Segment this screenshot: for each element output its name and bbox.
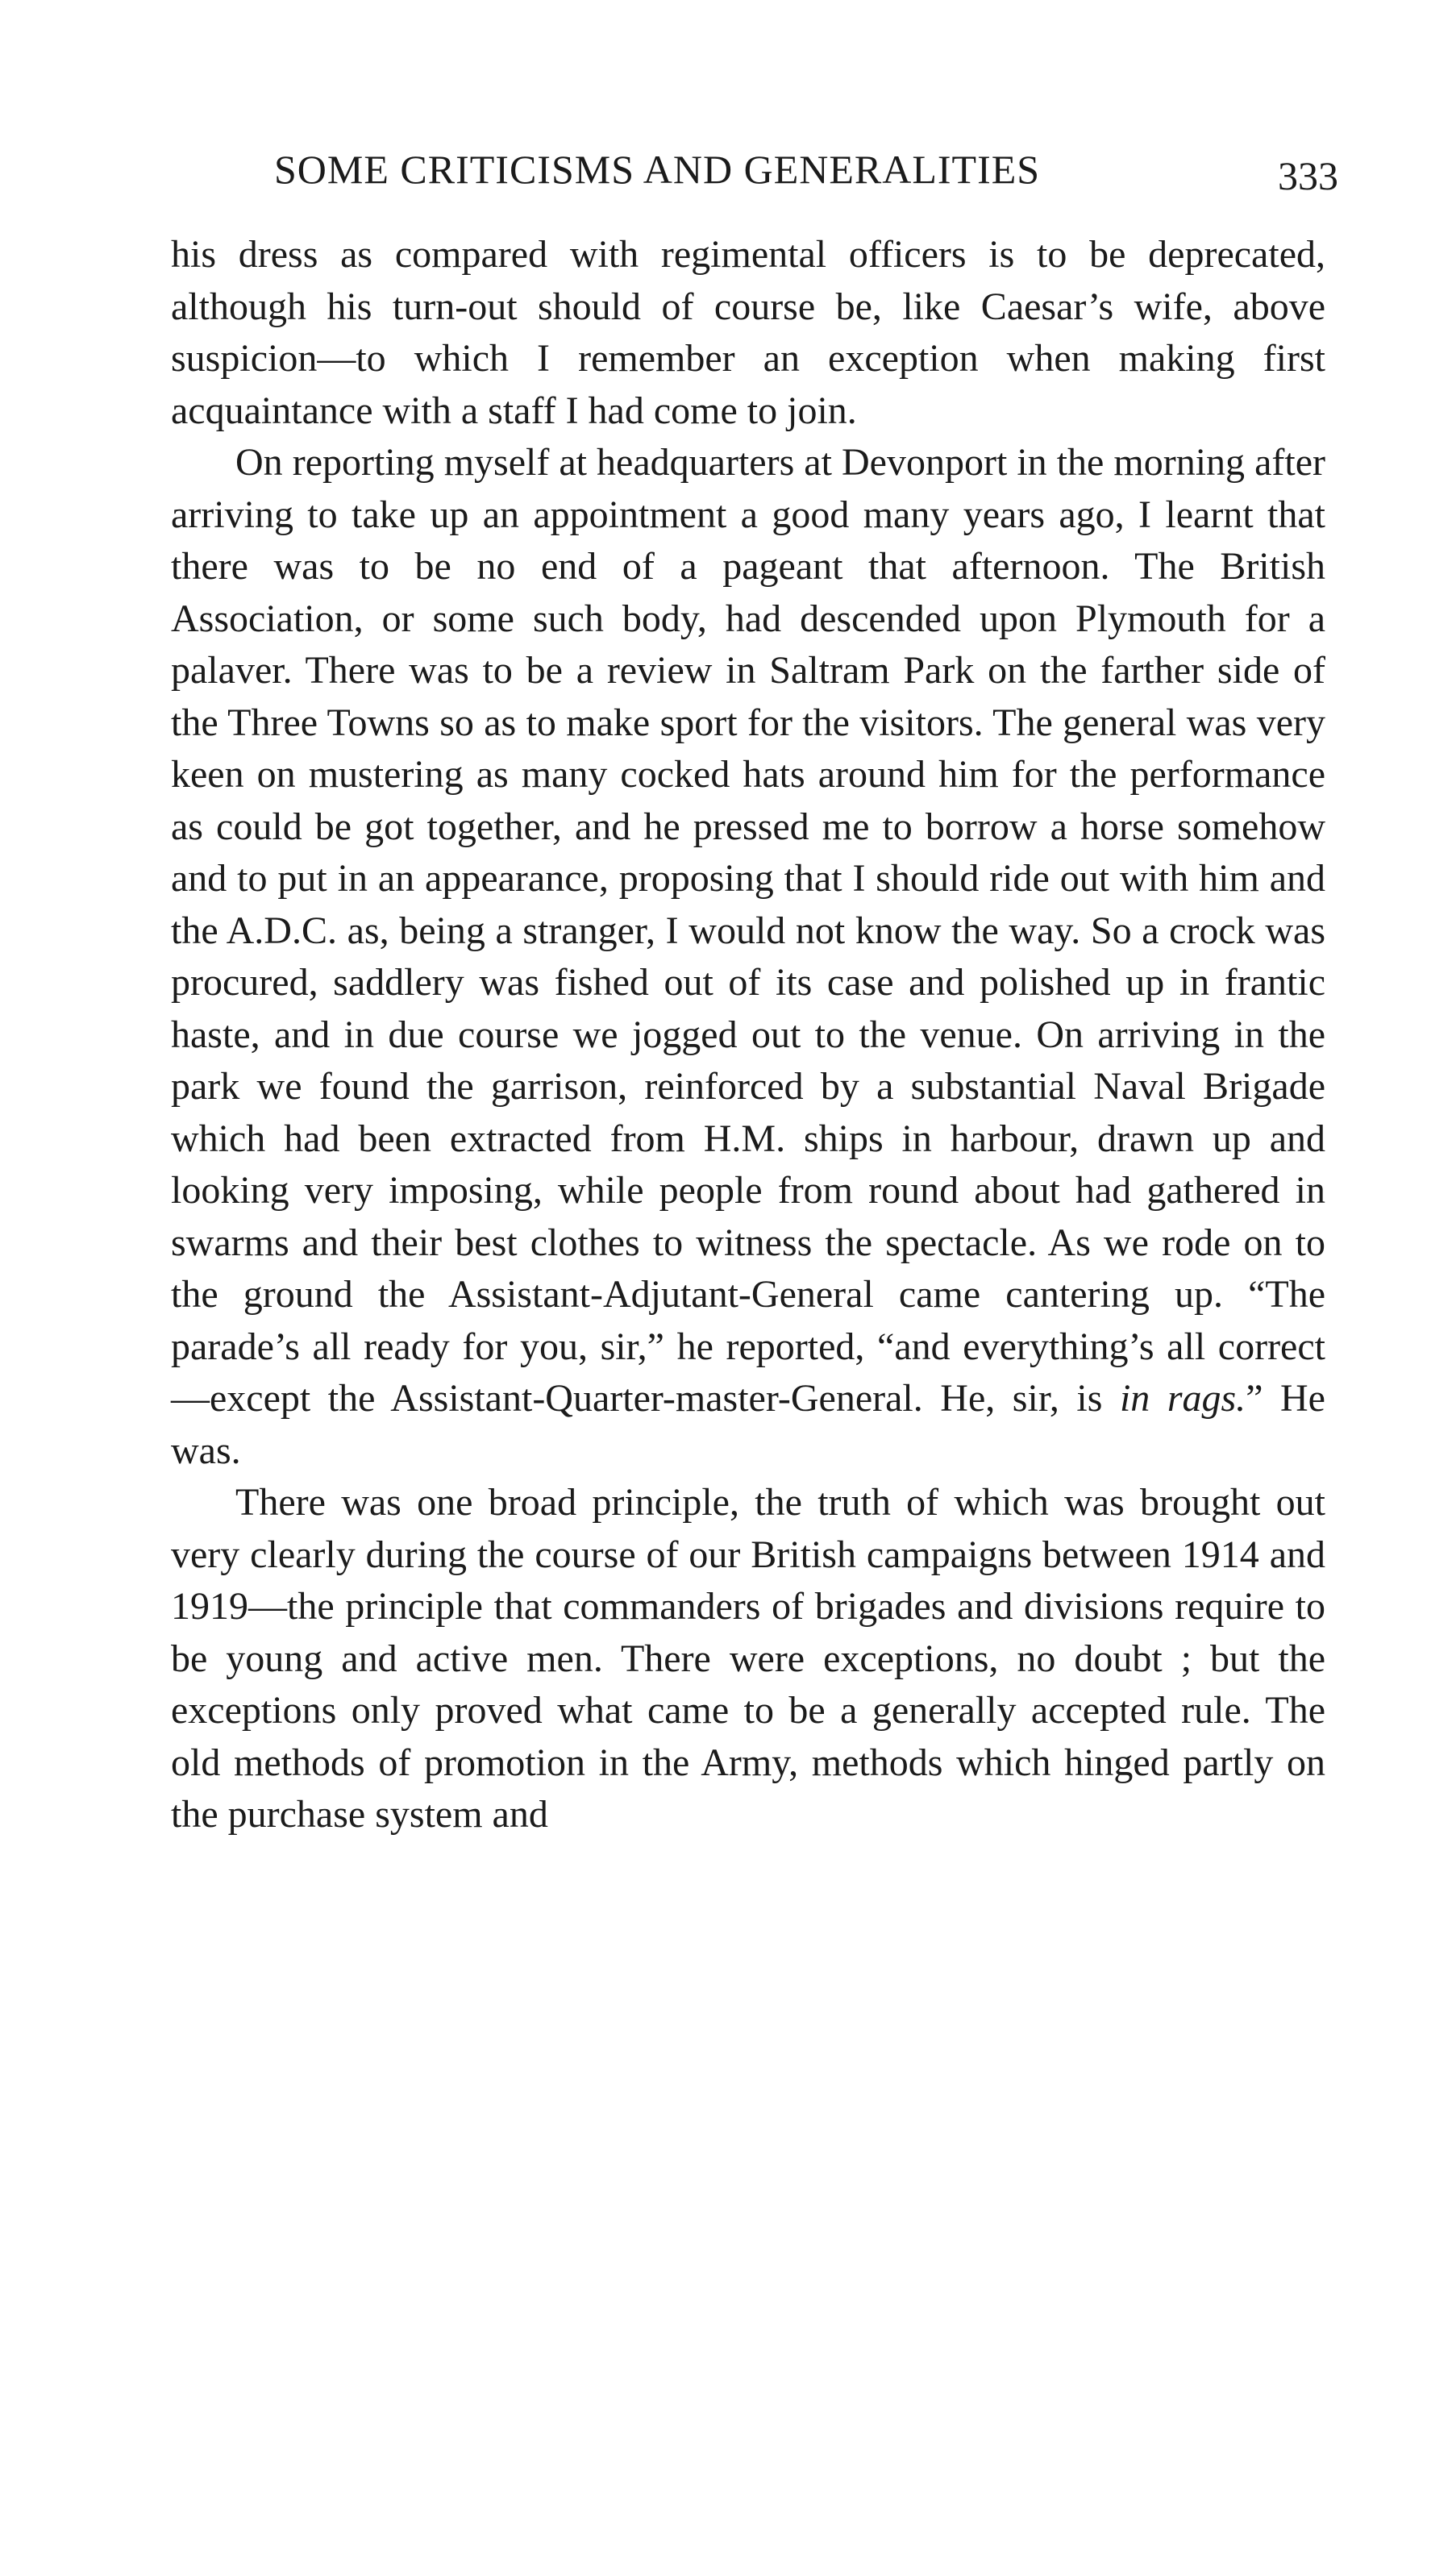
italic-phrase: in rags.	[1119, 1377, 1246, 1420]
chapter-title: SOME CRITICISMS AND GENERALITIES	[274, 147, 1041, 192]
paragraph-continued: his dress as compared with regimental officers is to be deprecated, although his turn-out should of course be, like Caesar’s wife, above suspicion—to which I remember an exception when making first acquaintance with a staff I had come to join.	[171, 233, 1325, 432]
running-head	[274, 145, 1338, 210]
paragraph-devonport-review	[171, 437, 1325, 1477]
body-text	[171, 229, 1325, 1841]
paragraph-text-end: ” He was.	[171, 1377, 1325, 1472]
page-number: 333	[1278, 153, 1338, 198]
paragraph-text: On reporting myself at headquarters at Devonport in the morning after arriving to take up an appointment a good many years ago, I learnt that there was to be no end of a pageant that afternoon. The British Association, or some such body, had descended upon Plymouth for a palaver. There was to be a review in Saltram Park on the farther side of the Three Towns so as to make sport for the visitors. The general was very keen on mustering as many cocked hats around him for the performance as could be got together, and he pressed me to borrow a horse somehow and to put in an appearance, proposing that I should ride out with him and the A.D.C. as, being a stranger, I would not know the way. So a crock was procured, saddlery was fished out of its case and polished up in frantic haste, and in due course we jogged out to the venue. On arriving in the park we found the garrison, reinforced by a substantial Naval Brigade which had been extracted from H.M. ships in harbour, drawn up and looking very imposing, while people from round about had gathered in swarms and their best clothes to witness the spectacle. As we rode on to the ground the Assistant-Adjutant-General came cantering up. “The parade’s all ready for you, sir,” he reported, “and everything’s all correct—except the Assistant-Quarter-master-General. He, sir, is	[171, 441, 1325, 1420]
paragraph-broad-principle: There was one broad principle, the truth of which was brought out very clearly during the course of our British campaigns between 1914 and 1919—the principle that commanders of brigades and divisions require to be young and active men. There were exceptions, no doubt ; but the exceptions only proved what came to be a generally accepted rule. The old methods of promotion in the Army, methods which hinged partly on the purchase system and	[171, 1481, 1325, 1836]
